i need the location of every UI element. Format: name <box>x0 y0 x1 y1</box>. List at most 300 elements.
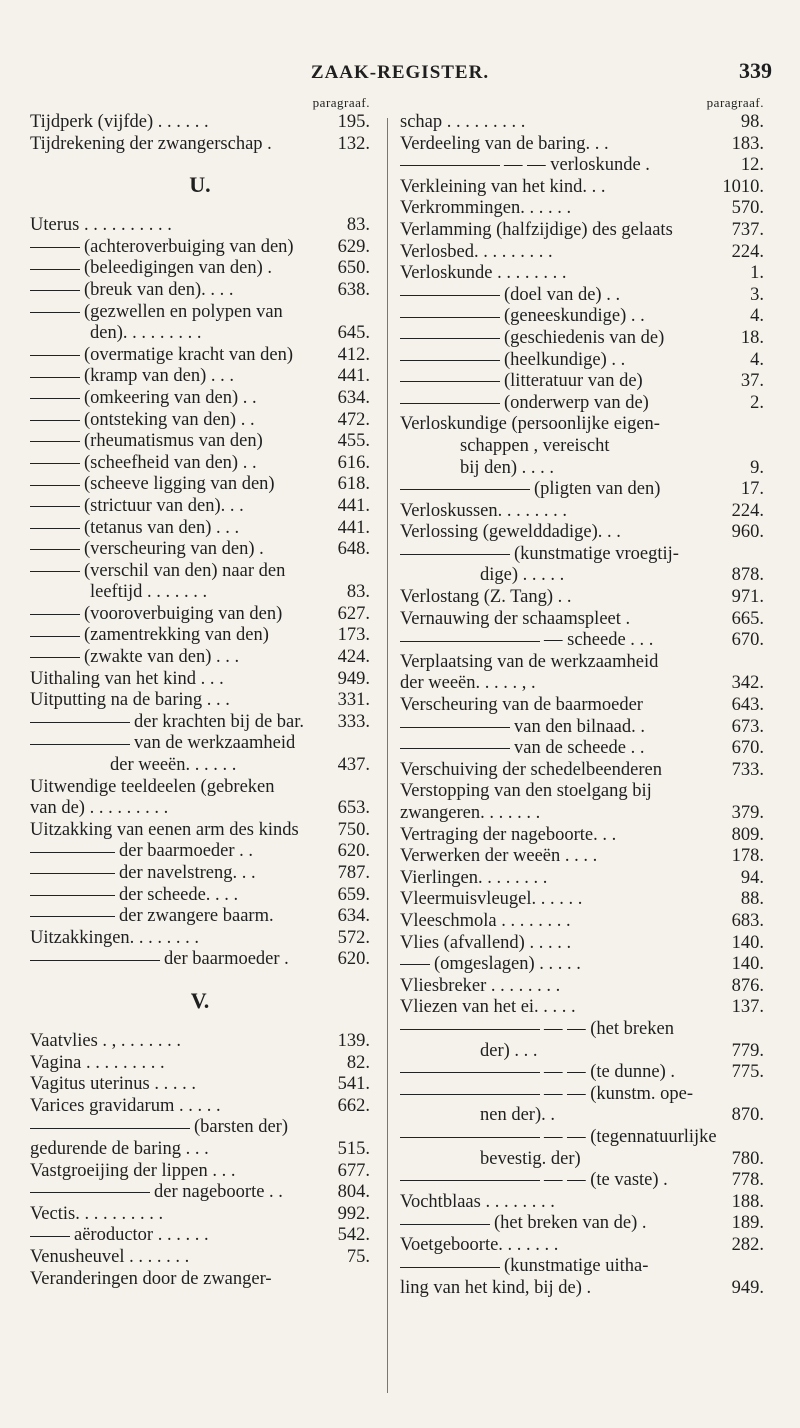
index-entry <box>400 285 764 307</box>
entry-term <box>400 1278 720 1300</box>
index-entry <box>400 263 764 285</box>
entry-paragraph-number: 173. <box>337 625 370 646</box>
entry-paragraph-number: 627. <box>337 603 370 624</box>
index-entry <box>400 738 764 760</box>
index-entry <box>400 220 764 242</box>
entry-text: (zamentrekking van den) <box>84 625 269 646</box>
entry-term <box>400 436 720 458</box>
index-entry <box>30 647 370 669</box>
entry-text: Varices gravidarum . . . . . <box>30 1095 221 1116</box>
entry-paragraph-number: 132. <box>337 133 370 154</box>
entry-paragraph-number: 139. <box>337 1030 370 1051</box>
entry-term <box>30 1247 326 1269</box>
index-entry <box>400 652 764 674</box>
left-column <box>30 95 370 1290</box>
entry-text: (het breken van de) . <box>494 1213 647 1234</box>
entry-paragraph-number: 37. <box>740 371 764 392</box>
index-entry <box>400 911 764 933</box>
entry-text: dige) . . . . . <box>480 565 565 586</box>
entry-term <box>400 889 720 911</box>
entry-paragraph-number: 189. <box>731 1213 764 1234</box>
entry-term <box>30 258 326 280</box>
entry-term <box>400 501 720 523</box>
entry-paragraph-number: 18. <box>740 327 764 348</box>
entry-text: Verlosbed. . . . . . . . . <box>400 241 553 262</box>
index-entry <box>30 518 370 540</box>
ditto-dash <box>400 1224 490 1225</box>
page-number: 339 <box>739 58 772 83</box>
entry-paragraph-number: 515. <box>337 1138 370 1159</box>
right-column <box>400 95 764 1300</box>
index-entry <box>400 868 764 890</box>
entry-text: (ontsteking van den) . . <box>84 409 255 430</box>
entry-text: Uitputting na de baring . . . <box>30 690 230 711</box>
entry-text: Uitzakking van eenen arm des kinds <box>30 819 299 840</box>
entry-paragraph-number: 949. <box>731 1278 764 1299</box>
entry-term <box>30 1161 326 1183</box>
entry-term <box>30 431 326 453</box>
entry-paragraph-number: 870. <box>731 1105 764 1126</box>
ditto-dash <box>400 1094 540 1095</box>
entry-term <box>30 625 326 647</box>
ditto-dash <box>400 1072 540 1073</box>
entry-term <box>400 846 720 868</box>
entry-term <box>30 561 326 583</box>
entry-text: (kunstmatige uitha- <box>504 1256 649 1277</box>
entry-term <box>400 155 720 177</box>
entry-paragraph-number: 629. <box>337 236 370 257</box>
index-entry <box>400 436 764 458</box>
entry-term <box>400 393 720 415</box>
entry-paragraph-number: 455. <box>337 431 370 452</box>
entry-text: Vagina . . . . . . . . . <box>30 1052 165 1073</box>
entry-term <box>400 220 720 242</box>
entry-text: (vooroverbuiging van den) <box>84 603 283 624</box>
entry-paragraph-number: 572. <box>337 927 370 948</box>
entry-paragraph-number: 787. <box>337 863 370 883</box>
entry-text: (pligten van den) <box>534 479 661 500</box>
entry-paragraph-number: 140. <box>731 932 764 953</box>
entry-term <box>400 738 720 760</box>
ditto-dash <box>30 269 80 270</box>
entry-text: Veranderingen door de zwanger- <box>30 1268 272 1289</box>
entry-text: — — (te dunne) . <box>544 1062 676 1083</box>
entry-term <box>400 1235 720 1257</box>
entry-term <box>400 609 720 631</box>
ditto-dash <box>400 727 510 728</box>
index-entry <box>400 565 764 587</box>
ditto-dash <box>30 1128 190 1129</box>
index-entry <box>400 825 764 847</box>
entry-text: Verscheuring van de baarmoeder <box>400 695 643 716</box>
entry-text: (heelkundige) . . <box>504 349 626 370</box>
entry-term <box>30 690 326 712</box>
entry-text: Voetgeboorte. . . . . . . <box>400 1234 559 1255</box>
entry-text: Vliezen van het ei. . . . . <box>400 997 576 1018</box>
index-entry <box>30 258 370 280</box>
index-entry <box>400 1062 764 1084</box>
entry-term <box>400 695 720 717</box>
entry-text: Vleermuisvleugel. . . . . . <box>400 889 583 910</box>
entry-term <box>30 841 326 863</box>
ditto-dash <box>400 360 500 361</box>
entry-paragraph-number: 83. <box>346 215 370 236</box>
index-entry <box>30 1139 370 1161</box>
ditto-dash <box>30 895 115 896</box>
ditto-dash <box>30 571 80 572</box>
entry-paragraph-number: 224. <box>731 241 764 262</box>
entry-term <box>30 906 326 928</box>
index-entry <box>30 134 370 156</box>
ditto-dash <box>30 441 80 442</box>
entry-paragraph-number: 282. <box>731 1234 764 1255</box>
entry-text: der navelstreng. . . <box>119 863 256 883</box>
index-entry <box>30 345 370 367</box>
index-entry <box>30 431 370 453</box>
entry-text: Verloskussen. . . . . . . . <box>400 500 568 521</box>
entry-term <box>30 302 326 324</box>
index-entry <box>400 803 764 825</box>
entry-paragraph-number: 542. <box>337 1225 370 1246</box>
entry-text: (overmatige kracht van den) <box>84 344 294 365</box>
entry-paragraph-number: 4. <box>750 349 764 370</box>
entry-term <box>30 539 326 561</box>
entry-text: Verlostang (Z. Tang) . . <box>400 587 572 608</box>
entry-term <box>400 868 720 890</box>
entry-paragraph-number: 331. <box>337 690 370 711</box>
ditto-dash <box>30 247 80 248</box>
entry-paragraph-number: 472. <box>337 409 370 430</box>
entry-paragraph-number: 4. <box>750 306 764 327</box>
ditto-dash <box>400 381 500 382</box>
index-entry <box>400 350 764 372</box>
entry-text: Vierlingen. . . . . . . . <box>400 867 548 888</box>
entry-paragraph-number: 804. <box>337 1182 370 1203</box>
ditto-dash <box>30 312 80 313</box>
entry-term <box>30 1117 326 1139</box>
entry-text: Venusheuvel . . . . . . . <box>30 1246 190 1267</box>
entries-right <box>400 112 764 1300</box>
entry-text: (breuk van den). . . . <box>84 279 234 300</box>
entry-text: — — (tegennatuurlijke <box>544 1126 717 1147</box>
entry-text: — — (te vaste) . <box>544 1170 668 1191</box>
entry-term <box>400 630 720 652</box>
index-entry <box>400 155 764 177</box>
entry-term <box>30 215 326 237</box>
entry-text: van de scheede . . <box>514 738 645 759</box>
ditto-dash <box>400 489 530 490</box>
entry-paragraph-number: 750. <box>337 819 370 840</box>
entry-term <box>400 825 720 847</box>
ditto-dash <box>400 295 500 296</box>
index-entry <box>30 215 370 237</box>
entry-paragraph-number: 94. <box>740 867 764 888</box>
entry-term <box>30 949 326 971</box>
entry-text: (strictuur van den). . . <box>84 495 244 516</box>
index-entry <box>400 717 764 739</box>
index-entry <box>400 695 764 717</box>
entry-paragraph-number: 541. <box>337 1074 370 1095</box>
entries-u <box>30 215 370 971</box>
entry-text: der baarmoeder . <box>164 949 289 970</box>
index-entry <box>30 1269 370 1291</box>
index-entry <box>30 1053 370 1075</box>
entry-term <box>30 453 326 475</box>
entry-text: der nageboorte . . <box>154 1182 283 1203</box>
entry-text: Vleeschmola . . . . . . . . <box>400 910 571 931</box>
entry-paragraph-number: 659. <box>337 884 370 905</box>
entry-term <box>400 976 720 998</box>
entry-paragraph-number: 178. <box>731 846 764 867</box>
entry-term <box>400 1213 720 1235</box>
entry-text: Vliesbreker . . . . . . . . <box>400 975 561 996</box>
entry-term <box>400 673 720 695</box>
ditto-dash <box>30 852 115 853</box>
entry-text: gedurende de baring . . . <box>30 1138 209 1159</box>
entry-paragraph-number: 650. <box>337 258 370 279</box>
ditto-dash <box>400 165 500 166</box>
entry-text: (doel van de) . . <box>504 284 621 305</box>
index-entry <box>30 820 370 842</box>
index-entry <box>400 1084 764 1106</box>
index-entry <box>400 371 764 393</box>
entry-term <box>30 777 326 799</box>
entry-paragraph-number: 342. <box>731 673 764 694</box>
index-entry <box>30 690 370 712</box>
entry-term <box>30 604 326 626</box>
entry-text: Verwerken der weeën . . . . <box>400 846 598 867</box>
entry-text: (verschil van den) naar den <box>84 560 286 581</box>
entry-text: — — (kunstm. ope- <box>544 1083 694 1104</box>
entry-term <box>30 863 326 885</box>
entry-term <box>400 285 720 307</box>
index-entry <box>400 1256 764 1278</box>
entry-term <box>400 1041 720 1063</box>
entry-term <box>400 1019 720 1041</box>
entry-text: (beleedigingen van den) . <box>84 258 273 279</box>
entry-paragraph-number: 88. <box>740 889 764 910</box>
entry-term <box>30 885 326 907</box>
index-entry <box>400 1127 764 1149</box>
ditto-dash <box>30 614 80 615</box>
entries-v <box>30 1031 370 1290</box>
running-head: ZAAK-REGISTER. <box>310 62 490 83</box>
entry-paragraph-number: 98. <box>740 112 764 132</box>
index-entry <box>30 323 370 345</box>
index-entry <box>400 501 764 523</box>
entry-term <box>30 410 326 432</box>
ditto-dash <box>400 554 510 555</box>
entry-term <box>30 237 326 259</box>
entry-paragraph-number: 670. <box>731 630 764 651</box>
index-entry <box>400 846 764 868</box>
entry-text: (onderwerp van de) <box>504 392 649 413</box>
ditto-dash <box>400 1180 540 1181</box>
entry-paragraph-number: 17. <box>740 479 764 500</box>
entry-text: Vernauwing der schaamspleet . <box>400 608 631 629</box>
entry-paragraph-number: 224. <box>731 500 764 521</box>
entry-term <box>400 177 716 199</box>
entry-text: (geneeskundige) . . <box>504 306 645 327</box>
entry-term <box>30 1269 326 1291</box>
index-entry <box>30 712 370 734</box>
ditto-dash <box>30 657 80 658</box>
index-entry <box>30 302 370 324</box>
ditto-dash <box>30 528 80 529</box>
entry-term <box>30 134 326 156</box>
entry-text: Verplaatsing van de werkzaamheid <box>400 651 659 672</box>
entry-text: (zwakte van den) . . . <box>84 647 240 668</box>
index-entry <box>400 1235 764 1257</box>
entry-paragraph-number: 778. <box>731 1170 764 1191</box>
index-entry <box>400 393 764 415</box>
entry-text: nen der). . <box>480 1105 555 1126</box>
ditto-dash <box>400 317 500 318</box>
entry-text: van de werkzaamheid <box>134 733 296 754</box>
entry-paragraph-number: 673. <box>731 716 764 737</box>
entry-paragraph-number: 82. <box>346 1052 370 1073</box>
entry-term <box>400 544 720 566</box>
index-entry <box>30 1161 370 1183</box>
entry-text: Verstopping van den stoelgang bij <box>400 781 652 802</box>
entry-paragraph-number: 737. <box>731 219 764 240</box>
entry-paragraph-number: 140. <box>731 954 764 975</box>
ditto-dash <box>30 506 80 507</box>
index-entry <box>30 906 370 928</box>
entry-paragraph-number: 960. <box>731 522 764 543</box>
index-entry <box>400 1149 764 1171</box>
entry-text: (barsten der) <box>194 1117 288 1138</box>
entry-text: bij den) . . . . <box>460 457 555 478</box>
index-entry <box>400 177 764 199</box>
entry-term <box>30 928 326 950</box>
index-entry <box>400 609 764 631</box>
entry-term <box>400 198 720 220</box>
index-entry <box>400 933 764 955</box>
index-entry <box>30 561 370 583</box>
index-entry <box>400 1192 764 1214</box>
entry-text: Vectis. . . . . . . . . . <box>30 1203 164 1224</box>
index-entry <box>400 954 764 976</box>
entry-text: (geschiedenis van de) <box>504 327 665 348</box>
index-entry <box>30 885 370 907</box>
ditto-dash <box>400 1029 540 1030</box>
entry-text: der weeën. . . . . , . <box>400 673 536 694</box>
entry-text: Vastgroeijing der lippen . . . <box>30 1160 236 1181</box>
index-entry <box>30 539 370 561</box>
section-heading-v: V. <box>190 987 210 1013</box>
entry-text: der baarmoeder . . <box>119 841 254 862</box>
index-entry <box>30 410 370 432</box>
entry-text: den). . . . . . . . . <box>90 323 202 344</box>
entry-paragraph-number: 638. <box>337 279 370 300</box>
entry-text: Verdeeling van de baring. . . <box>400 133 609 154</box>
entry-term <box>30 1204 326 1226</box>
entry-term <box>400 328 720 350</box>
entry-term <box>400 522 720 544</box>
entry-text: — — (het breken <box>544 1018 674 1039</box>
entry-paragraph-number: 1. <box>750 263 764 284</box>
entry-term <box>400 760 720 782</box>
entry-term <box>30 1139 326 1161</box>
entry-paragraph-number: 441. <box>337 366 370 387</box>
entry-text: schappen , vereischt <box>460 435 610 456</box>
entry-paragraph-number: 1010. <box>722 176 764 197</box>
entry-text: (scheeve ligging van den) <box>84 474 275 495</box>
index-entry <box>400 673 764 695</box>
entry-paragraph-number: 643. <box>731 695 764 716</box>
entry-text: Tijdrekening der zwangerschap . <box>30 133 272 154</box>
entry-term <box>30 1053 326 1075</box>
entry-term <box>400 134 720 156</box>
index-entry <box>400 997 764 1019</box>
ditto-dash <box>30 916 115 917</box>
entry-term <box>400 803 720 825</box>
entry-text: der scheede. . . . <box>119 884 239 905</box>
entry-paragraph-number: 683. <box>731 910 764 931</box>
entry-text: Verloskundige (persoonlijke eigen- <box>400 414 660 435</box>
entry-paragraph-number: 3. <box>750 284 764 305</box>
entry-paragraph-number: 733. <box>731 759 764 780</box>
index-entry <box>30 237 370 259</box>
entry-paragraph-number: 618. <box>337 474 370 495</box>
entry-term <box>30 1096 326 1118</box>
entry-term <box>30 755 326 777</box>
index-entry <box>400 1278 764 1300</box>
entry-term <box>30 733 326 755</box>
entry-paragraph-number: 195. <box>337 112 370 132</box>
index-entry <box>30 1117 370 1139</box>
entry-term <box>400 1127 720 1149</box>
entry-paragraph-number: 634. <box>337 906 370 927</box>
section-heading-u: U. <box>189 172 211 198</box>
entry-text: (rheumatismus van den) <box>84 431 263 452</box>
index-entry <box>30 625 370 647</box>
ditto-dash <box>30 722 130 723</box>
entry-term <box>400 1192 720 1214</box>
entry-term <box>30 582 326 604</box>
ditto-dash <box>400 641 540 642</box>
entry-term <box>400 911 720 933</box>
entry-paragraph-number: 75. <box>346 1246 370 1267</box>
entry-term <box>400 1170 720 1192</box>
entry-term <box>400 242 720 264</box>
index-entry <box>400 112 764 134</box>
entry-term <box>400 1062 720 1084</box>
ditto-dash <box>30 1236 70 1237</box>
index-entry <box>30 604 370 626</box>
entry-term <box>400 112 720 134</box>
entry-term <box>30 820 326 842</box>
ditto-dash <box>30 463 80 464</box>
entry-paragraph-number: 437. <box>337 755 370 776</box>
ditto-dash <box>30 485 80 486</box>
entry-text: (litteratuur van de) <box>504 371 643 392</box>
index-entry <box>30 496 370 518</box>
ditto-dash <box>30 873 115 874</box>
entry-text: Uitwendige teeldeelen (gebreken <box>30 776 275 797</box>
ditto-dash <box>30 744 130 745</box>
index-entry <box>30 1247 370 1269</box>
index-entry <box>400 198 764 220</box>
entry-paragraph-number: 620. <box>337 841 370 862</box>
entry-text: van den bilnaad. . <box>514 716 645 737</box>
index-entry <box>400 242 764 264</box>
index-entry <box>30 474 370 496</box>
entry-term <box>30 1074 326 1096</box>
index-entry <box>30 582 370 604</box>
entry-paragraph-number: 992. <box>337 1203 370 1224</box>
